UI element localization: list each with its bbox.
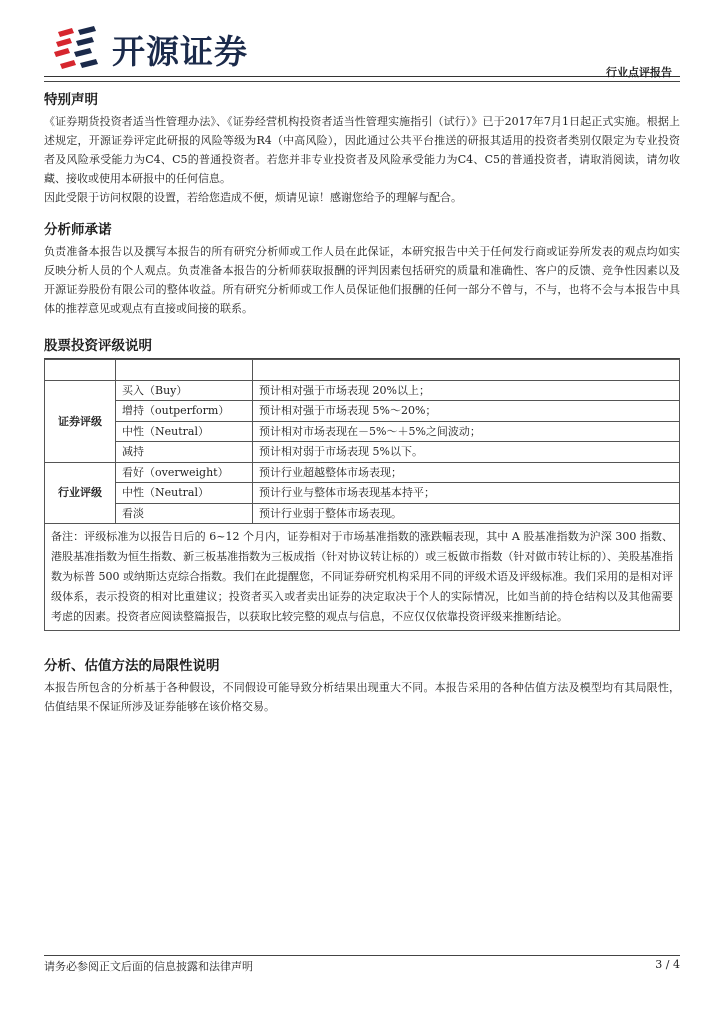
rating-level: 增持（outperform） <box>116 401 253 422</box>
table-row <box>45 360 680 381</box>
page-number: 3 / 4 <box>655 958 680 971</box>
analyst-commitment-title: 分析师承诺 <box>44 222 112 238</box>
rating-explanation-title: 股票投资评级说明 <box>44 338 152 354</box>
rating-level: 买入（Buy） <box>116 380 253 401</box>
special-statement-paragraph-1: 《证券期货投资者适当性管理办法》、《证券经营机构投资者适当性管理实施指引（试行）》已于2017年7月1日起正式实施。根据上述规定，开源证券评定此研报的风险等级为R4（中高风险），因此通过公共平台推送的研报其适用的投资者类别仅限定为专业投资者及风险承受能力为C4、C5的普通投资者。若您并非专业投资者及风险承受能力为C4、C5的普通投资者，请取消阅读，请勿收藏、接收或使用本研报中的任何信息。 <box>44 115 680 185</box>
special-statement-section <box>44 90 680 207</box>
table-row <box>45 462 680 483</box>
valuation-limitations-section <box>44 656 680 716</box>
rating-description: 预计行业超越整体市场表现； <box>253 462 680 483</box>
valuation-limitations-title: 分析、估值方法的局限性说明 <box>44 658 220 674</box>
valuation-limitations-paragraph: 本报告所包含的分析基于各种假设，不同假设可能导致分析结果出现重大不同。本报告采用的各种估值方法及模型均有其局限性，估值结果不保证所涉及证券能够在该价格交易。 <box>44 681 680 713</box>
table-row <box>45 442 680 463</box>
rating-description: 预计相对市场表现在－5%～＋5%之间波动； <box>253 421 680 442</box>
rating-table <box>44 359 680 631</box>
rating-level: 中性（Neutral） <box>116 483 253 504</box>
rating-note: 备注：评级标准为以报告日后的 6~12 个月内，证券相对于市场基准指数的涨跌幅表现，其中 A 股基准指数为沪深 300 指数、港股基准指数为恒生指数、新三板基准指数为三板成指（针对协议转让标的）或三板做市指数（针对做市转让标的）、美股基准指数为标普 500 或纳斯达克综合指数。我们在此提醒您，不同证券研究机构采用不同的评级术语及评级标准。我们采用的是相对评级体系，表示投资的相对比重建议；投资者买入或者卖出证券的决定取决于个人的实际情况，比如当前的持仓结构以及其他需要考虑的因素。投资者应阅读整篇报告，以获取比较完整的观点与信息，不应仅仅依靠投资评级来推断结论。 <box>45 524 680 631</box>
industry-rating-category: 行业评级 <box>45 462 116 524</box>
rating-level: 看淡 <box>116 503 253 524</box>
rating-description: 预计相对弱于市场表现 5%以下。 <box>253 442 680 463</box>
rating-description: 预计行业弱于整体市场表现。 <box>253 503 680 524</box>
special-statement-paragraph-2: 因此受限于访问权限的设置，若给您造成不便，烦请见谅！感谢您给予的理解与配合。 <box>44 191 462 204</box>
table-row <box>45 524 680 631</box>
table-row <box>45 401 680 422</box>
analyst-commitment-section <box>44 220 680 318</box>
table-row <box>45 483 680 504</box>
rating-level: 中性（Neutral） <box>116 421 253 442</box>
rating-level: 减持 <box>116 442 253 463</box>
footer-disclaimer: 请务必参阅正文后面的信息披露和法律声明 <box>44 960 253 973</box>
header-bottom-divider <box>44 81 680 82</box>
rating-description: 预计相对强于市场表现 5%～20%； <box>253 401 680 422</box>
company-name: 开源证券 <box>112 32 248 71</box>
company-logo <box>54 22 314 72</box>
rating-description: 预计行业与整体市场表现基本持平； <box>253 483 680 504</box>
rating-explanation-section <box>44 336 680 631</box>
analyst-commitment-paragraph: 负责准备本报告以及撰写本报告的所有研究分析师或工作人员在此保证，本研究报告中关于任何发行商或证券所发表的观点均如实反映分析人员的个人观点。负责准备本报告的分析师获取报酬的评判因素包括研究的质量和准确性、客户的反馈、竞争性因素以及开源证券股份有限公司的整体收益。所有研究分析师或工作人员保证他们报酬的任何一部分不曾与，不与，也将不会与本报告中具体的推荐意见或观点有直接或间接的联系。 <box>44 245 680 315</box>
footer-divider <box>44 955 680 956</box>
header-divider <box>44 76 680 77</box>
page-header <box>44 22 680 80</box>
rating-description: 预计相对强于市场表现 20%以上； <box>253 380 680 401</box>
table-row <box>45 503 680 524</box>
report-type-label: 行业点评报告 <box>606 66 672 79</box>
rating-level: 看好（overweight） <box>116 462 253 483</box>
special-statement-title: 特别声明 <box>44 92 98 108</box>
logo-icon <box>54 24 102 70</box>
securities-rating-category: 证券评级 <box>45 380 116 462</box>
table-row <box>45 421 680 442</box>
table-row <box>45 380 680 401</box>
